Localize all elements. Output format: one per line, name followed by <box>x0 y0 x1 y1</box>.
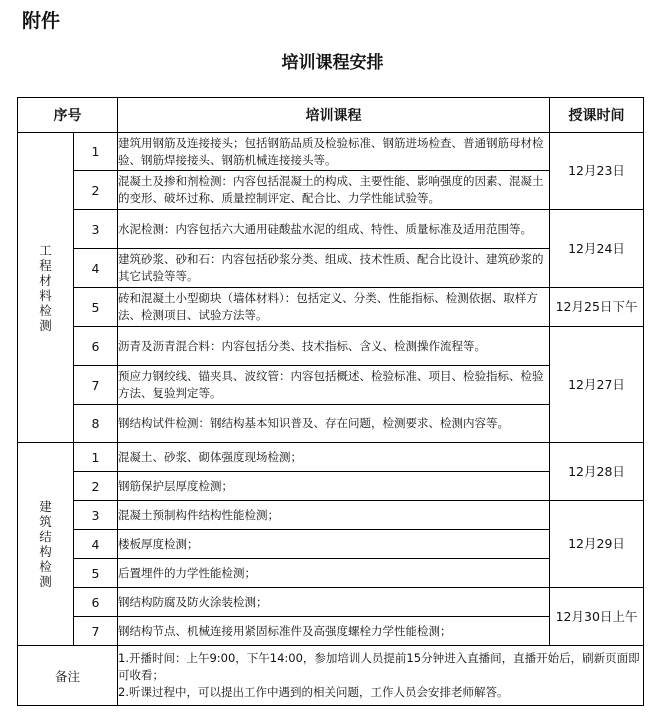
page-title: 培训课程安排 <box>281 53 384 73</box>
course-cell: 混凝土、砂浆、砌体强度现场检测； <box>118 443 550 472</box>
table-row <box>18 288 644 327</box>
time-cell: 12月24日 <box>550 210 644 288</box>
notes-cell <box>118 646 644 706</box>
course-cell: 钢结构试件检测：钢结构基本知识普及、存在问题，检测要求、检测内容等。 <box>118 405 550 443</box>
schedule-table <box>17 97 644 706</box>
course-cell: 钢结构防腐及防火涂装检测； <box>118 588 550 617</box>
course-cell: 钢筋保护层厚度检测； <box>118 472 550 501</box>
table-row <box>18 210 644 249</box>
time-cell: 12月27日 <box>550 327 644 443</box>
row-number: 7 <box>74 366 118 405</box>
row-number: 3 <box>74 210 118 249</box>
row-number: 6 <box>74 327 118 366</box>
course-cell: 混凝土及掺和剂检测：内容包括混凝土的构成、主要性能、影响强度的因素、混凝土的变形、破坏过称、质量控制评定、配合比、力学性能试验等。 <box>118 171 550 210</box>
table-row <box>18 133 644 171</box>
course-cell: 楼板厚度检测； <box>118 530 550 559</box>
time-cell: 12月28日 <box>550 443 644 501</box>
course-cell: 钢结构节点、机械连接用紧固标准件及高强度螺栓力学性能检测； <box>118 617 550 646</box>
row-number: 4 <box>74 249 118 288</box>
col-header-course: 培训课程 <box>118 98 550 133</box>
course-cell: 混凝土预制构件结构性能检测； <box>118 501 550 530</box>
notes-row <box>18 646 644 706</box>
notes-label: 备注 <box>18 646 118 706</box>
row-number: 8 <box>74 405 118 443</box>
row-number: 1 <box>74 133 118 171</box>
row-number: 2 <box>74 171 118 210</box>
table-header-row <box>18 98 644 133</box>
course-cell: 水泥检测：内容包括六大通用硅酸盐水泥的组成、特性、质量标准及适用范围等。 <box>118 210 550 249</box>
attachment-label: 附件 <box>22 10 61 32</box>
category-label: 工程材料检测 <box>39 242 52 333</box>
row-number: 2 <box>74 472 118 501</box>
course-cell: 预应力钢绞线、锚夹具、波纹管：内容包括概述、检验标准、项目、检验指标、检验方法、复验判定等。 <box>118 366 550 405</box>
time-cell: 12月23日 <box>550 133 644 210</box>
category-structures <box>18 443 74 646</box>
row-number: 4 <box>74 530 118 559</box>
table-row <box>18 588 644 617</box>
time-cell: 12月30日上午 <box>550 588 644 646</box>
note-item: 1.开播时间：上午9:00，下午14:00，参加培训人员提前15分钟进入直播间，直播开始后，刷新页面即可收看； <box>118 651 640 682</box>
course-cell: 沥青及沥青混合料：内容包括分类、技术指标、含义、检测操作流程等。 <box>118 327 550 366</box>
course-cell: 后置埋件的力学性能检测； <box>118 559 550 588</box>
table-row <box>18 501 644 530</box>
table-row <box>18 327 644 366</box>
row-number: 1 <box>74 443 118 472</box>
table-row <box>18 443 644 472</box>
course-cell: 建筑砂浆、砂和石：内容包括砂浆分类、组成、技术性质、配合比设计、建筑砂浆的其它试验等等。 <box>118 249 550 288</box>
category-label: 建筑结构检测 <box>39 499 52 589</box>
row-number: 5 <box>74 559 118 588</box>
category-materials <box>18 133 74 443</box>
row-number: 5 <box>74 288 118 327</box>
time-cell: 12月25日下午 <box>550 288 644 327</box>
course-cell: 建筑用钢筋及连接接头；包括钢筋品质及检验标准、钢筋进场检查、普通钢筋母材检验、钢筋焊接接头、钢筋机械连接接头等。 <box>118 133 550 171</box>
note-item: 2.听课过程中，可以提出工作中遇到的相关问题，工作人员会安排老师解答。 <box>118 685 509 699</box>
course-cell: 砖和混凝土小型砌块（墙体材料）：包括定义、分类、性能指标、检测依据、取样方法、检测项目、试验方法等。 <box>118 288 550 327</box>
row-number: 6 <box>74 588 118 617</box>
time-cell: 12月29日 <box>550 501 644 588</box>
row-number: 7 <box>74 617 118 646</box>
col-header-time: 授课时间 <box>550 98 644 133</box>
col-header-number: 序号 <box>18 98 118 133</box>
row-number: 3 <box>74 501 118 530</box>
